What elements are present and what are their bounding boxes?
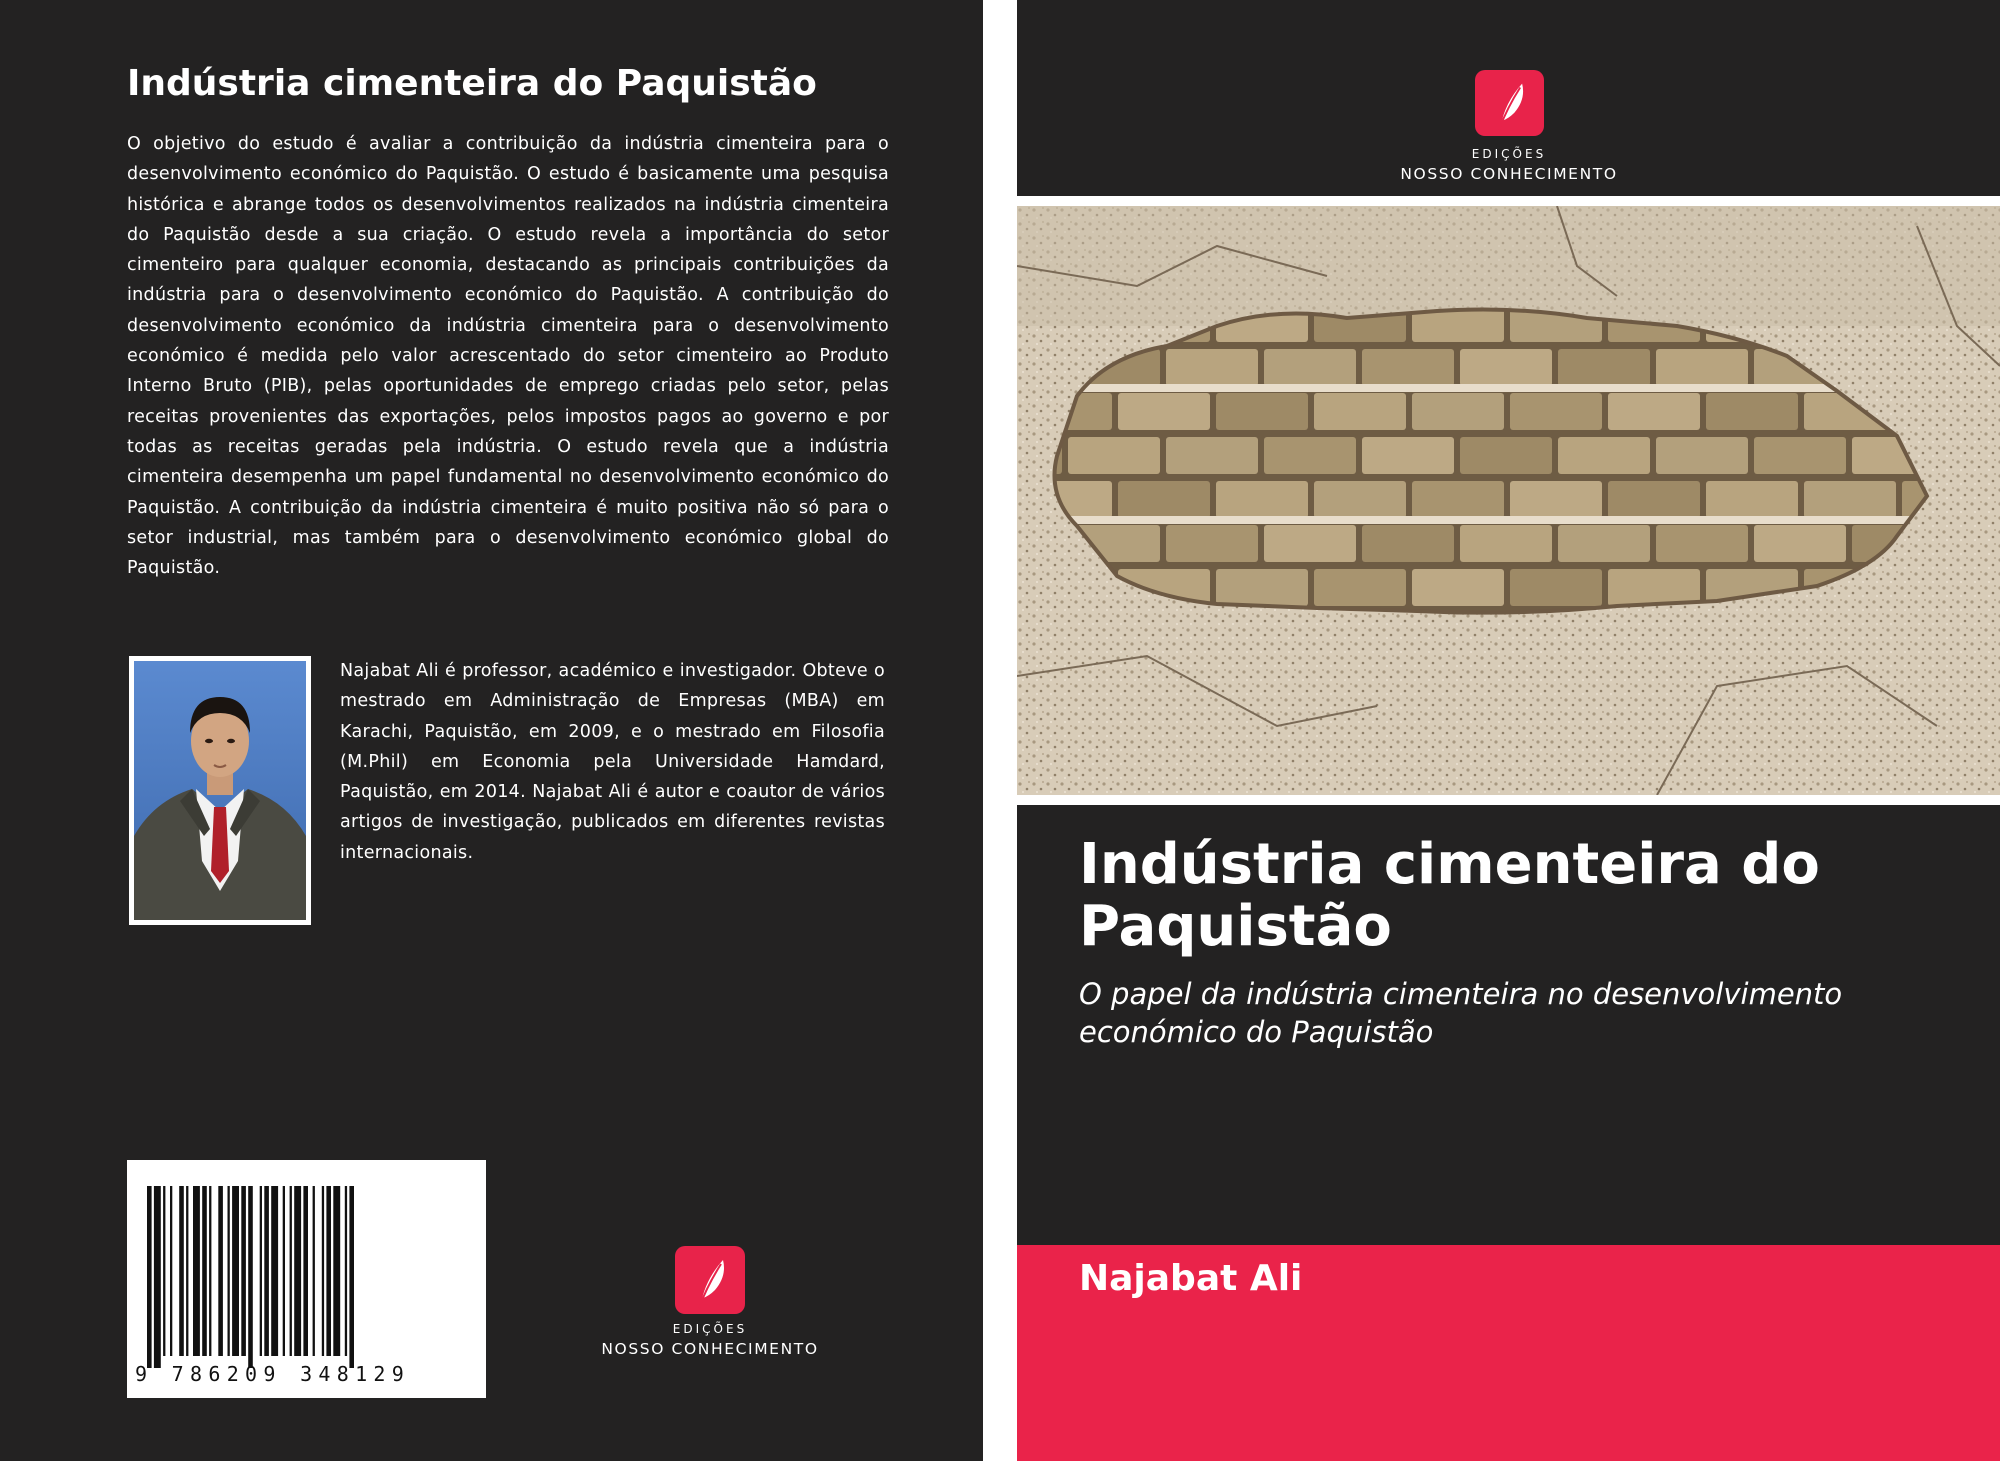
feather-quill-icon	[1475, 70, 1544, 136]
author-bio: Najabat Ali é professor, académico e investigador. Obteve o mestrado em Administração de Empresas (MBA) em Karachi, Paquistão, em 2009, e o mestrado em Filosofia (M.Phil) em Economia pela Universidade Hamdard, Paquistão, em 2014. Najabat Ali é autor e coautor de vários artigos de investigação, publicados em diferentes revistas internacionais.	[340, 661, 885, 863]
author-portrait-image	[134, 661, 306, 920]
publisher-edicoes: EDIÇÕES	[1471, 147, 1547, 161]
publisher-logo-back	[590, 1246, 830, 1358]
publisher-name: NOSSO CONHECIMENTO	[1400, 165, 1618, 183]
feather-quill-icon	[675, 1246, 745, 1314]
back-cover-title: Indústria cimenteira do Paquistão	[127, 63, 817, 104]
publisher-edicoes: EDIÇÕES	[672, 1322, 748, 1336]
publisher-logo-front	[1367, 70, 1651, 183]
isbn-barcode	[127, 1160, 486, 1398]
back-cover	[0, 0, 983, 1461]
cover-image-cracked-wall	[1017, 206, 2000, 795]
barcode-digits: 9 786209 348129	[135, 1362, 411, 1386]
front-cover	[1017, 0, 2000, 1461]
back-cover-blurb: O objetivo do estudo é avaliar a contribuição da indústria cimenteira para o desenvolvimento económico do Paquistão. O estudo é basicamente uma pesquisa histórica e abrange todos os desenvolvimentos realizados na indústria cimenteira do Paquistão desde a sua criação. O estudo revela a importância do setor cimenteiro para qualquer economia, destacando as principais contribuições da indústria para o desenvolvimento económico do Paquistão. A contribuição do desenvolvimento económico da indústria cimenteira para o desenvolvimento económico é medida pelo valor acrescentado do setor cimenteiro ao Produto Interno Bruto (PIB), pelas oportunidades de emprego criadas pelo setor, pelas receitas provenientes das exportações, pelos impostos pagos ao governo e por todas as receitas geradas pela indústria. O estudo revela que a indústria cimenteira desempenha um papel fundamental no desenvolvimento económico do Paquistão. A contribuição da indústria cimenteira é muito positiva não só para o setor industrial, mas também para o desenvolvimento económico global do Paquistão.	[127, 134, 889, 579]
spine	[983, 0, 1017, 1461]
divider-top	[1017, 196, 2000, 206]
front-cover-title: Indústria cimenteira do Paquistão	[1079, 832, 1820, 959]
front-cover-subtitle: O papel da indústria cimenteira no desenvolvimento económico do Paquistão	[1079, 977, 1843, 1049]
author-photo	[129, 656, 311, 925]
front-cover-author: Najabat Ali	[1079, 1258, 1303, 1299]
publisher-name: NOSSO CONHECIMENTO	[601, 1340, 819, 1358]
divider-bottom	[1017, 795, 2000, 805]
